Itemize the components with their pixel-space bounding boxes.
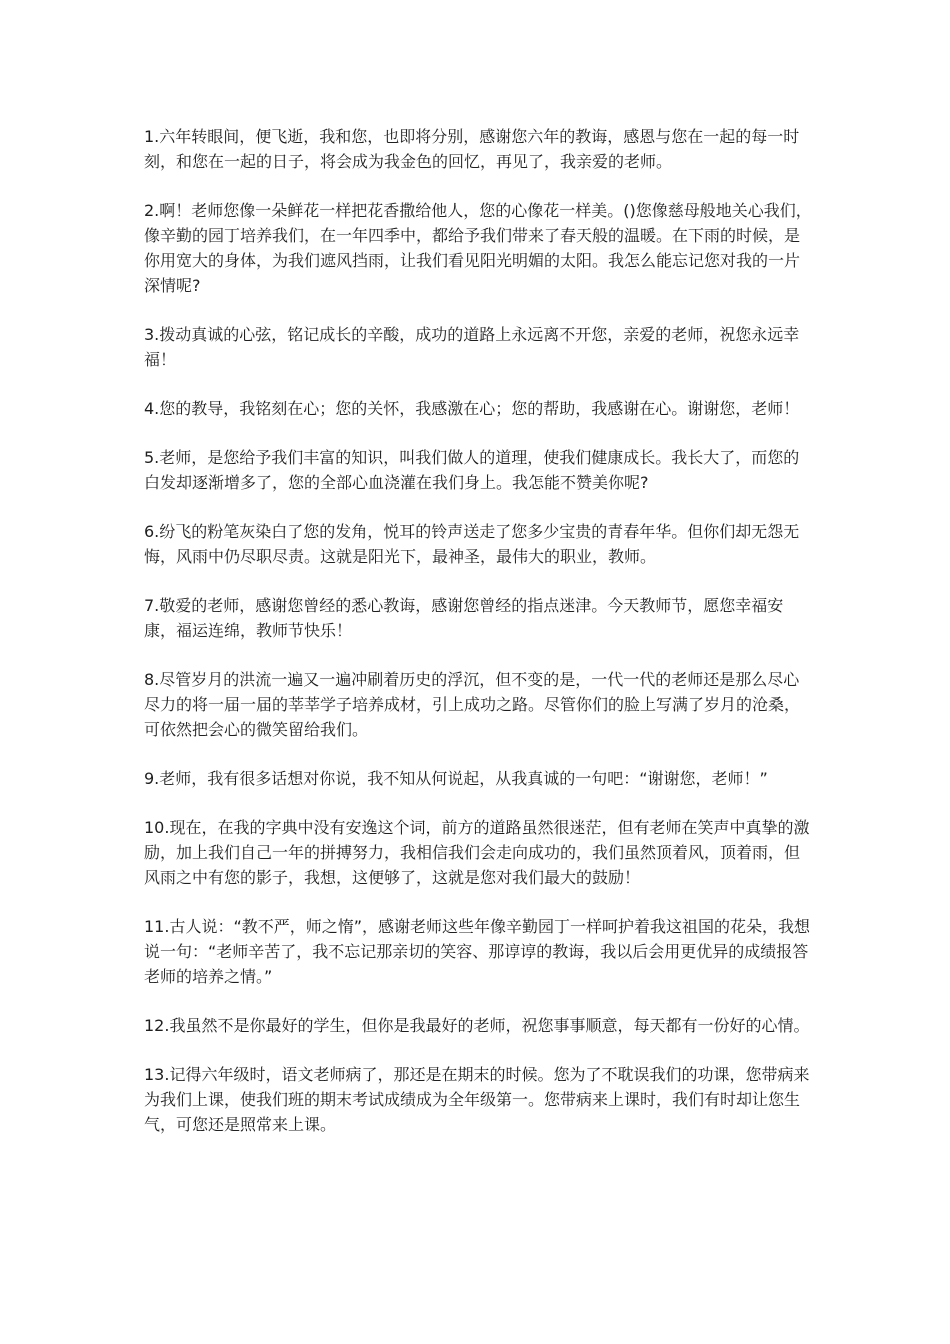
paragraph-1: 1.六年转眼间，便飞逝，我和您，也即将分别，感谢您六年的教诲，感恩与您在一起的每一时刻，和您在一起的日子，将会成为我金色的回忆，再见了，我亲爱的老师。 [144,127,800,171]
document-body [144,124,812,1161]
paragraph-13: 13.记得六年级时，语文老师病了，那还是在期末的时候。您为了不耽误我们的功课，您带病来为我们上课，使我们班的期末考试成绩成为全年级第一。您带病来上课时，我们有时却让您生气，可您还是照常来上课。 [144,1065,810,1134]
paragraph-12: 12.我虽然不是你最好的学生，但你是我最好的老师，祝您事事顺意，每天都有一份好的心情。 [144,1016,810,1035]
paragraph-8: 8.尽管岁月的洪流一遍又一遍冲刷着历史的浮沉，但不变的是，一代一代的老师还是那么尽心尽力的将一届一届的莘莘学子培养成材，引上成功之路。尽管你们的脸上写满了岁月的沧桑，可依然把会心的微笑留给我们。 [144,670,801,739]
paragraph-11: 11.古人说：“教不严，师之惰”，感谢老师这些年像辛勤园丁一样呵护着我这祖国的花朵，我想说一句：“老师辛苦了，我不忘记那亲切的笑容、那谆谆的教诲，我以后会用更优异的成绩报答老师的培养之情。” [144,917,811,986]
paragraph-4: 4.您的教导，我铭刻在心；您的关怀，我感激在心；您的帮助，我感谢在心。谢谢您，老师！ [144,399,800,418]
paragraph-6: 6.纷飞的粉笔灰染白了您的发角，悦耳的铃声送走了您多少宝贵的青春年华。但你们却无怨无悔，风雨中仍尽职尽责。这就是阳光下，最神圣，最伟大的职业，教师。 [144,522,800,566]
paragraph-9: 9.老师，我有很多话想对你说，我不知从何说起，从我真诚的一句吧：“谢谢您，老师！” [144,769,768,788]
paragraph-3: 3.拨动真诚的心弦，铭记成长的辛酸，成功的道路上永远离不开您，亲爱的老师，祝您永远幸福！ [144,325,800,369]
paragraph-10: 10.现在，在我的字典中没有安逸这个词，前方的道路虽然很迷茫，但有老师在笑声中真挚的激励，加上我们自己一年的拼搏努力，我相信我们会走向成功的，我们虽然顶着风，顶着雨，但风雨之中有您的影子，我想，这便够了，这就是您对我们最大的鼓励！ [144,818,810,887]
paragraph-7: 7.敬爱的老师，感谢您曾经的悉心教诲，感谢您曾经的指点迷津。今天教师节，愿您幸福安康，福运连绵，教师节快乐！ [144,596,784,640]
paragraph-5: 5.老师，是您给予我们丰富的知识，叫我们做人的道理，使我们健康成长。我长大了，而您的白发却逐渐增多了，您的全部心血浇灌在我们身上。我怎能不赞美你呢? [144,448,800,492]
paragraph-2: 2.啊！老师您像一朵鲜花一样把花香撒给他人，您的心像花一样美。()您像慈母般地关心我们，像辛勤的园丁培养我们，在一年四季中，都给予我们带来了春天般的温暖。在下雨的时候，是你用宽大的身体，为我们遮风挡雨，让我们看见阳光明媚的太阳。我怎么能忘记您对我的一片深情呢? [144,201,812,295]
